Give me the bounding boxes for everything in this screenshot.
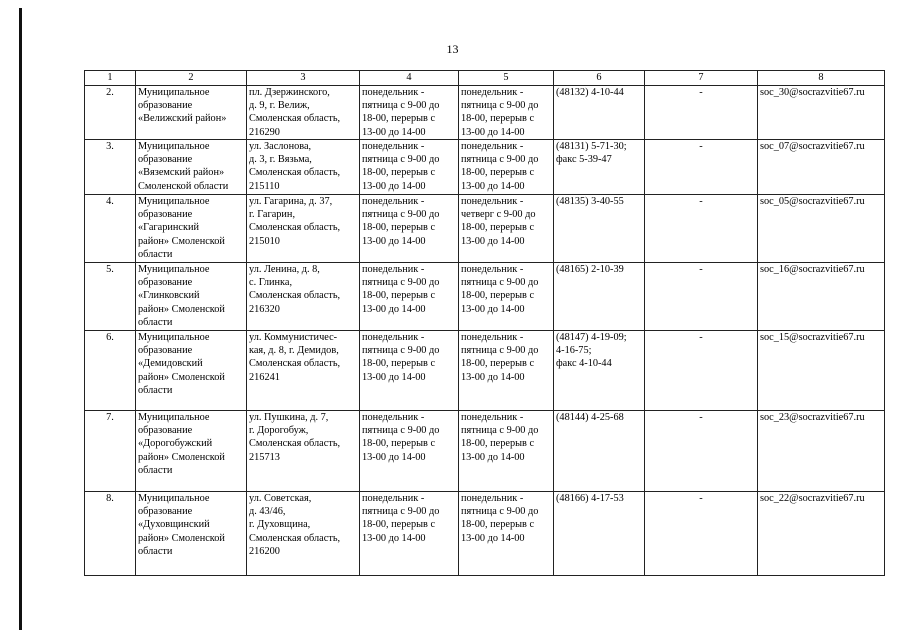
address: ул. Гагарина, д. 37, г. Гагарин, Смоленская область, 215010 bbox=[247, 195, 360, 263]
column-header: 3 bbox=[247, 71, 360, 86]
email: soc_15@socrazvitie67.ru bbox=[758, 331, 885, 411]
table-row bbox=[85, 411, 885, 492]
phone: (48166) 4-17-53 bbox=[554, 492, 645, 576]
municipality-name: Муниципальное образование «Глинковский район» Смоленской области bbox=[136, 263, 247, 331]
reception-hours: понедельник - пятница с 9-00 до 18-00, перерыв с 13-00 до 14-00 bbox=[459, 331, 554, 411]
working-hours: понедельник - пятница с 9-00 до 18-00, перерыв с 13-00 до 14-00 bbox=[360, 331, 459, 411]
reception-hours: понедельник - четверг с 9-00 до 18-00, перерыв с 13-00 до 14-00 bbox=[459, 195, 554, 263]
phone: (48132) 4-10-44 bbox=[554, 86, 645, 140]
table-row bbox=[85, 331, 885, 411]
column-7-value: - bbox=[645, 195, 758, 263]
working-hours: понедельник - пятница с 9-00 до 18-00, перерыв с 13-00 до 14-00 bbox=[360, 140, 459, 195]
address: ул. Коммунистичес- кая, д. 8, г. Демидов, Смоленская область, 216241 bbox=[247, 331, 360, 411]
working-hours: понедельник - пятница с 9-00 до 18-00, перерыв с 13-00 до 14-00 bbox=[360, 263, 459, 331]
municipality-name: Муниципальное образование «Гагаринский район» Смоленской области bbox=[136, 195, 247, 263]
phone: (48144) 4-25-68 bbox=[554, 411, 645, 492]
column-header: 1 bbox=[85, 71, 136, 86]
table-row bbox=[85, 86, 885, 140]
page-number: 13 bbox=[446, 42, 459, 56]
municipality-name: Муниципальное образование «Вяземский район» Смоленской области bbox=[136, 140, 247, 195]
column-7-value: - bbox=[645, 263, 758, 331]
column-7-value: - bbox=[645, 140, 758, 195]
row-number: 3. bbox=[85, 140, 136, 195]
binding-line bbox=[19, 8, 22, 630]
municipality-name: Муниципальное образование «Велижский район» bbox=[136, 86, 247, 140]
municipality-name: Муниципальное образование «Дорогобужский район» Смоленской области bbox=[136, 411, 247, 492]
address: пл. Дзержинского, д. 9, г. Велиж, Смоленская область, 216290 bbox=[247, 86, 360, 140]
working-hours: понедельник - пятница с 9-00 до 18-00, перерыв с 13-00 до 14-00 bbox=[360, 86, 459, 140]
reception-hours: понедельник - пятница с 9-00 до 18-00, перерыв с 13-00 до 14-00 bbox=[459, 140, 554, 195]
email: soc_07@socrazvitie67.ru bbox=[758, 140, 885, 195]
email: soc_05@socrazvitie67.ru bbox=[758, 195, 885, 263]
column-header: 2 bbox=[136, 71, 247, 86]
address: ул. Ленина, д. 8, с. Глинка, Смоленская область, 216320 bbox=[247, 263, 360, 331]
working-hours: понедельник - пятница с 9-00 до 18-00, перерыв с 13-00 до 14-00 bbox=[360, 411, 459, 492]
column-header: 8 bbox=[758, 71, 885, 86]
column-header: 4 bbox=[360, 71, 459, 86]
table-row bbox=[85, 492, 885, 576]
column-header: 5 bbox=[459, 71, 554, 86]
reception-hours: понедельник - пятница с 9-00 до 18-00, перерыв с 13-00 до 14-00 bbox=[459, 411, 554, 492]
table-row bbox=[85, 195, 885, 263]
address: ул. Заслонова, д. 3, г. Вязьма, Смоленская область, 215110 bbox=[247, 140, 360, 195]
column-7-value: - bbox=[645, 411, 758, 492]
address: ул. Советская, д. 43/46, г. Духовщина, Смоленская область, 216200 bbox=[247, 492, 360, 576]
phone: (48147) 4-19-09; 4-16-75; факс 4-10-44 bbox=[554, 331, 645, 411]
row-number: 6. bbox=[85, 331, 136, 411]
column-header: 7 bbox=[645, 71, 758, 86]
column-header: 6 bbox=[554, 71, 645, 86]
municipality-name: Муниципальное образование «Демидовский район» Смоленской области bbox=[136, 331, 247, 411]
address: ул. Пушкина, д. 7, г. Дорогобуж, Смоленская область, 215713 bbox=[247, 411, 360, 492]
offices-table bbox=[84, 70, 885, 576]
reception-hours: понедельник - пятница с 9-00 до 18-00, перерыв с 13-00 до 14-00 bbox=[459, 492, 554, 576]
working-hours: понедельник - пятница с 9-00 до 18-00, перерыв с 13-00 до 14-00 bbox=[360, 492, 459, 576]
phone: (48131) 5-71-30; факс 5-39-47 bbox=[554, 140, 645, 195]
municipality-name: Муниципальное образование «Духовщинский район» Смоленской области bbox=[136, 492, 247, 576]
row-number: 4. bbox=[85, 195, 136, 263]
email: soc_16@socrazvitie67.ru bbox=[758, 263, 885, 331]
reception-hours: понедельник - пятница с 9-00 до 18-00, перерыв с 13-00 до 14-00 bbox=[459, 86, 554, 140]
column-7-value: - bbox=[645, 331, 758, 411]
row-number: 7. bbox=[85, 411, 136, 492]
email: soc_30@socrazvitie67.ru bbox=[758, 86, 885, 140]
reception-hours: понедельник - пятница с 9-00 до 18-00, перерыв с 13-00 до 14-00 bbox=[459, 263, 554, 331]
row-number: 8. bbox=[85, 492, 136, 576]
header-row bbox=[85, 71, 885, 86]
phone: (48135) 3-40-55 bbox=[554, 195, 645, 263]
table-row bbox=[85, 140, 885, 195]
column-7-value: - bbox=[645, 86, 758, 140]
column-7-value: - bbox=[645, 492, 758, 576]
row-number: 5. bbox=[85, 263, 136, 331]
phone: (48165) 2-10-39 bbox=[554, 263, 645, 331]
table-row bbox=[85, 263, 885, 331]
email: soc_22@socrazvitie67.ru bbox=[758, 492, 885, 576]
row-number: 2. bbox=[85, 86, 136, 140]
email: soc_23@socrazvitie67.ru bbox=[758, 411, 885, 492]
working-hours: понедельник - пятница с 9-00 до 18-00, перерыв с 13-00 до 14-00 bbox=[360, 195, 459, 263]
